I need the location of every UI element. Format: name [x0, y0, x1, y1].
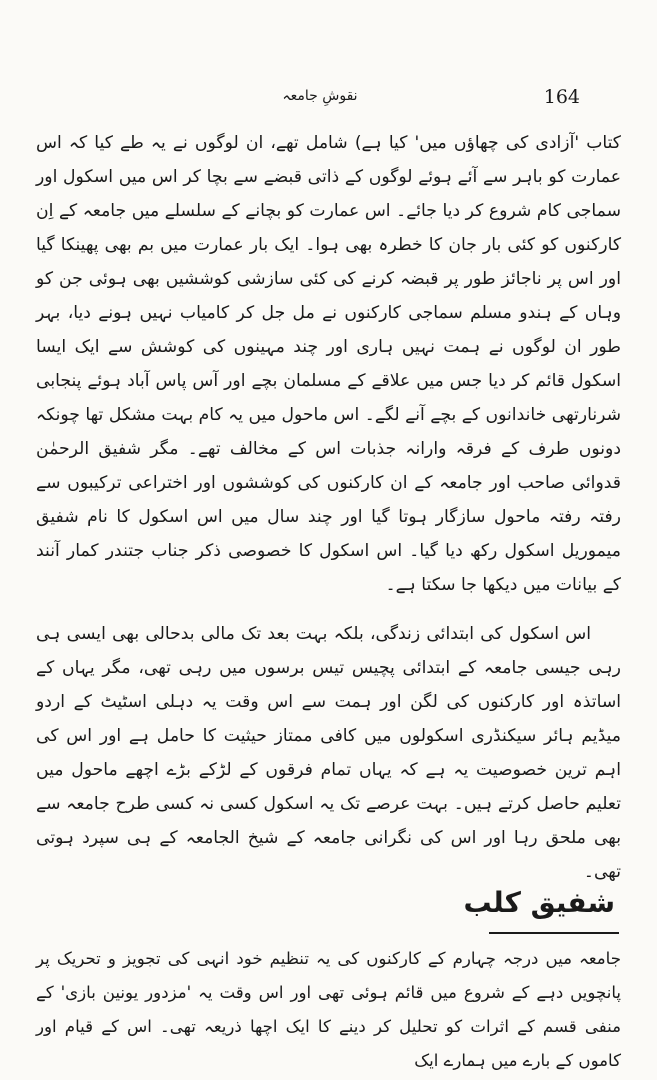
running-title: نقوشِ جامعہ: [282, 88, 358, 104]
paragraph-3: جامعہ میں درجہ چہارم کے کارکنوں کی یہ تنظیم خود انہی کی تجویز و تحریک پر پانچویں دہے کے شروع میں قائم ہوئی تھی اور اس وقت یہ 'مزدور یونین بازی' کے منفی قسم کے اثرات کو تحلیل کر دینے کا ایک اچھا ذریعہ تھی۔ اس کے قیام اور کاموں کے بارے میں ہمارے ایک: [36, 949, 621, 1070]
paragraph-1: کتاب 'آزادی کی چھاؤں میں' کیا ہے) شامل تھے، ان لوگوں نے یہ طے کیا کہ اس عمارت کو باہر سے آئے ہوئے لوگوں کے ذاتی قبضے سے بچا کر اس میں اسکول اور سماجی کام شروع کر دیا جائے۔ اس عمارت کو بچانے کے سلسلے میں جامعہ کے اِن کارکنوں کو کئی بار جان کا خطرہ بھی ہوا۔ ایک بار عمارت میں بم بھی پھینکا گیا اور اس پر ناجائز طور پر قبضہ کرنے کی کئی سازشی کوششیں بھی ہوئی جن کو وہاں کے ہندو مسلم سماجی کارکنوں نے مل جل کر کامیاب نہیں ہونے دیا، بہر طور ان لوگوں نے ہمت نہیں ہاری اور چند مہینوں کی کوشش سے ایک ایسا اسکول قائم کر دیا جس میں علاقے کے مسلمان بچے اور آس پاس آباد ہوئے پنجابی شرنارتھی خاندانوں کے بچے آنے لگے۔ اس ماحول میں یہ کام بہت مشکل تھا چونکہ دونوں طرف کے فرقہ وارانہ جذبات اس کے مخالف تھے۔ مگر شفیق الرحمٰن قدوائی صاحب اور جامعہ کے ان کارکنوں کی کوششوں اور اختراعی ترکیبوں سے رفتہ رفتہ ماحول سازگار ہوتا گیا اور چند سال میں اس اسکول کا نام شفیق میموریل اسکول رکھ دیا گیا۔ اس اسکول کا خصوصی ذکر جناب جتندر کمار آنند کے بیانات میں دیکھا جا سکتا ہے۔: [36, 133, 621, 595]
section-heading: شفیق کلب: [463, 886, 615, 919]
page-number: 164: [543, 86, 580, 108]
page-header: [40, 86, 600, 116]
paragraph-2: اس اسکول کی ابتدائی زندگی، بلکہ بہت بعد تک مالی بدحالی بھی ایسی ہی رہی جیسی جامعہ کے ابتدائی پچیس تیس برسوں میں رہی تھی، مگر یہاں کے اساتذہ اور کارکنوں کی لگن اور ہمت سے اس وقت یہ دہلی اسٹیٹ کے اردو میڈیم ہائر سیکنڈری اسکولوں میں کافی ممتاز حیثیت کا حامل ہے اور اس کی اہم ترین خصوصیت یہ ہے کہ یہاں تمام فرقوں کے لڑکے بڑے اچھے ماحول میں تعلیم حاصل کرتے ہیں۔ بہت عرصے تک یہ اسکول کسی نہ کسی طرح جامعہ سے بھی ملحق رہا اور اس کی نگرانی جامعہ کے شیخ الجامعہ کے ہی سپرد ہوتی تھی۔: [36, 624, 621, 882]
section-heading-underline: [489, 932, 619, 934]
